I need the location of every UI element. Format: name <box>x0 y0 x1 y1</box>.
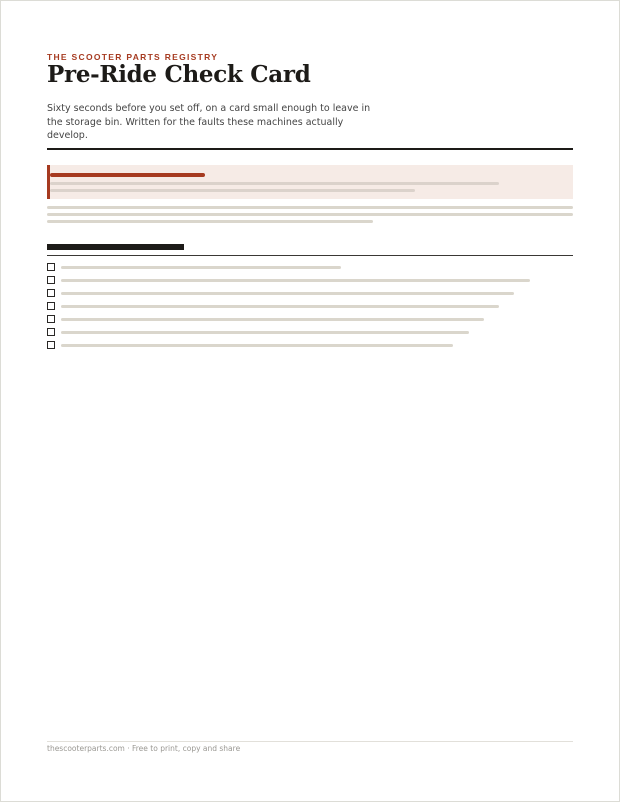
section-divider <box>47 255 573 256</box>
check-item-text-line <box>61 318 484 321</box>
highlight-callout <box>47 165 573 199</box>
body-text-line <box>47 220 373 223</box>
check-item-text-line <box>61 279 530 282</box>
checkbox[interactable] <box>47 276 55 284</box>
check-item-text-line <box>61 292 514 295</box>
checkbox[interactable] <box>47 263 55 271</box>
callout-text-line <box>50 182 499 185</box>
intro-text: Sixty seconds before you set off, on a card small enough to leave in the storage bin. Written for the faults these machines actually develop. <box>47 103 371 141</box>
checkbox[interactable] <box>47 289 55 297</box>
body-text-line <box>47 206 573 209</box>
callout-heading-placeholder <box>50 173 205 177</box>
checkbox[interactable] <box>47 302 55 310</box>
registry-eyebrow: THE SCOOTER PARTS REGISTRY <box>47 52 219 62</box>
check-item-text-line <box>61 305 499 308</box>
callout-text-line <box>50 189 415 192</box>
check-item-text-line <box>61 266 341 269</box>
check-item-text-line <box>61 344 453 347</box>
body-text-line <box>47 213 573 216</box>
footer-text: thescooterparts.com · Free to print, copy and share <box>47 744 241 753</box>
checkbox[interactable] <box>47 341 55 349</box>
page-title: Pre-Ride Check Card <box>47 61 311 88</box>
header-divider <box>47 148 573 150</box>
check-item-text-line <box>61 331 469 334</box>
checkbox[interactable] <box>47 315 55 323</box>
section-heading-placeholder <box>47 244 184 250</box>
footer-divider <box>47 741 573 742</box>
checkbox[interactable] <box>47 328 55 336</box>
